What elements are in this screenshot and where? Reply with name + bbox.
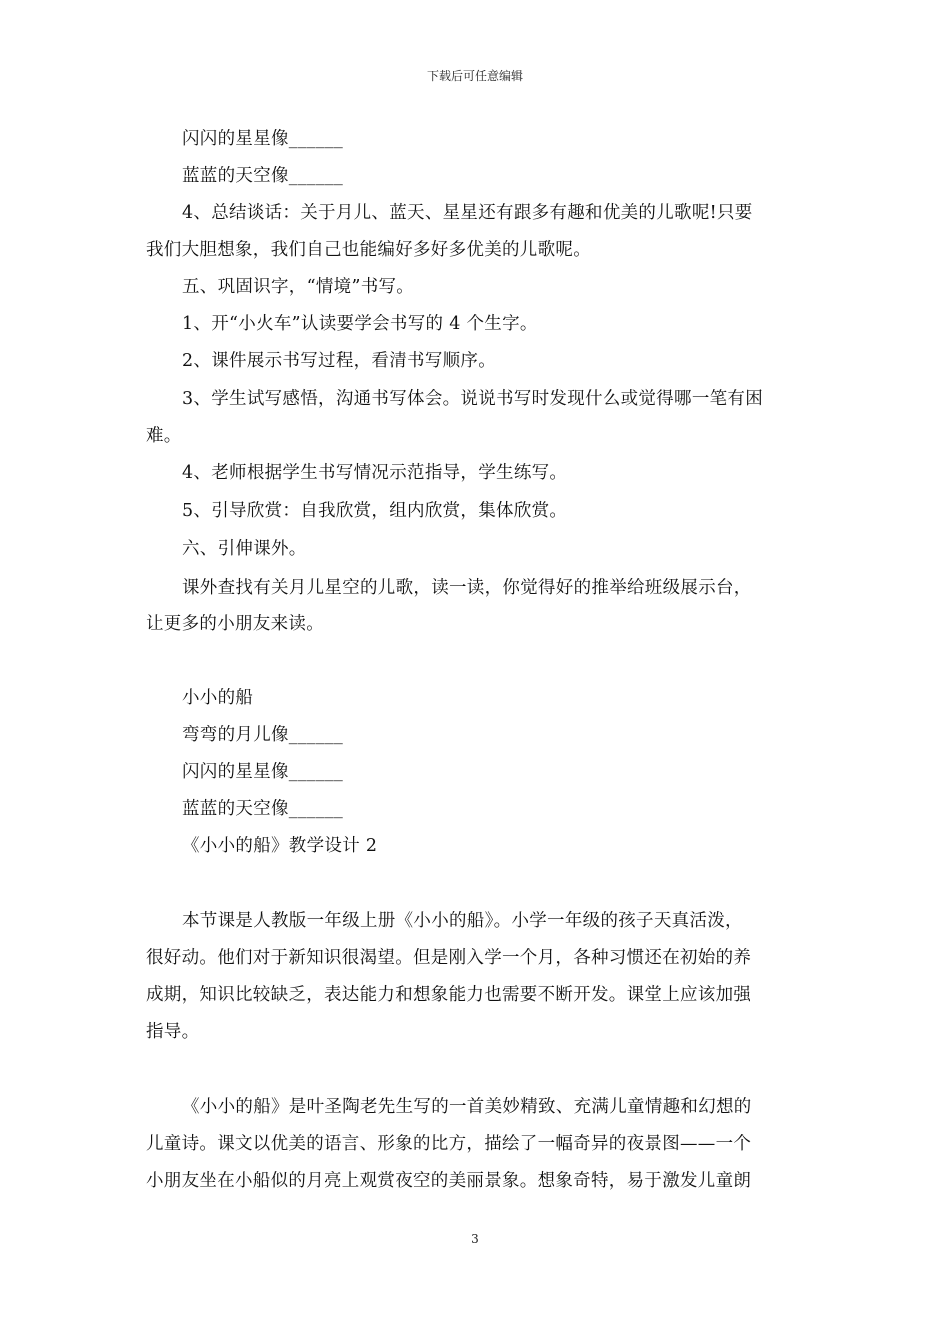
text-line: 小朋友坐在小船似的月亮上观赏夜空的美丽景象。想象奇特，易于激发儿童朗 (146, 1171, 752, 1191)
text-line: 很好动。他们对于新知识很渴望。但是刚入学一个月，各种习惯还在初始的养 (146, 948, 752, 968)
text-line: 小小的船 (182, 688, 254, 708)
text-line: 课外查找有关月儿星空的儿歌，读一读，你觉得好的推举给班级展示台， (182, 578, 752, 598)
text-line: 六、引伸课外。 (182, 539, 307, 559)
text-line: 我们大胆想象，我们自己也能编好多好多优美的儿歌呢。 (146, 240, 591, 260)
text-line: 闪闪的星星像______ (182, 129, 344, 149)
text-line: 《小小的船》是叶圣陶老先生写的一首美妙精致、充满儿童情趣和幻想的 (182, 1097, 752, 1117)
text-line: 指导。 (146, 1022, 200, 1042)
text-line: 2、课件展示书写过程，看清书写顺序。 (182, 351, 497, 371)
text-line: 1、开“小火车”认读要学会书写的 4 个生字。 (182, 314, 538, 334)
page-number: 3 (471, 1232, 479, 1246)
text-line: 成期，知识比较缺乏，表达能力和想象能力也需要不断开发。课堂上应该加强 (146, 985, 752, 1005)
text-line: 弯弯的月儿像______ (182, 725, 344, 745)
text-line: 4、总结谈话：关于月儿、蓝天、星星还有跟多有趣和优美的儿歌呢!只要 (182, 203, 753, 223)
page-header: 下载后可任意编辑 (426, 69, 523, 83)
text-line: 儿童诗。课文以优美的语言、形象的比方，描绘了一幅奇异的夜景图——一个 (146, 1134, 752, 1154)
text-line: 5、引导欣赏：自我欣赏，组内欣赏，集体欣赏。 (182, 501, 568, 521)
text-line: 3、学生试写感悟，沟通书写体会。说说书写时发现什么或觉得哪一笔有困 (182, 389, 764, 409)
text-line: 4、老师根据学生书写情况示范指导，学生练写。 (182, 463, 568, 483)
text-line: 本节课是人教版一年级上册《小小的船》。小学一年级的孩子天真活泼， (182, 911, 743, 931)
text-line: 五、巩固识字，“情境”书写。 (182, 277, 415, 297)
text-line: 《小小的船》教学设计 2 (182, 836, 378, 856)
text-line: 蓝蓝的天空像______ (182, 799, 344, 819)
text-line: 让更多的小朋友来读。 (146, 614, 324, 634)
text-line: 蓝蓝的天空像______ (182, 166, 344, 186)
text-line: 难。 (146, 426, 182, 446)
text-line: 闪闪的星星像______ (182, 762, 344, 782)
